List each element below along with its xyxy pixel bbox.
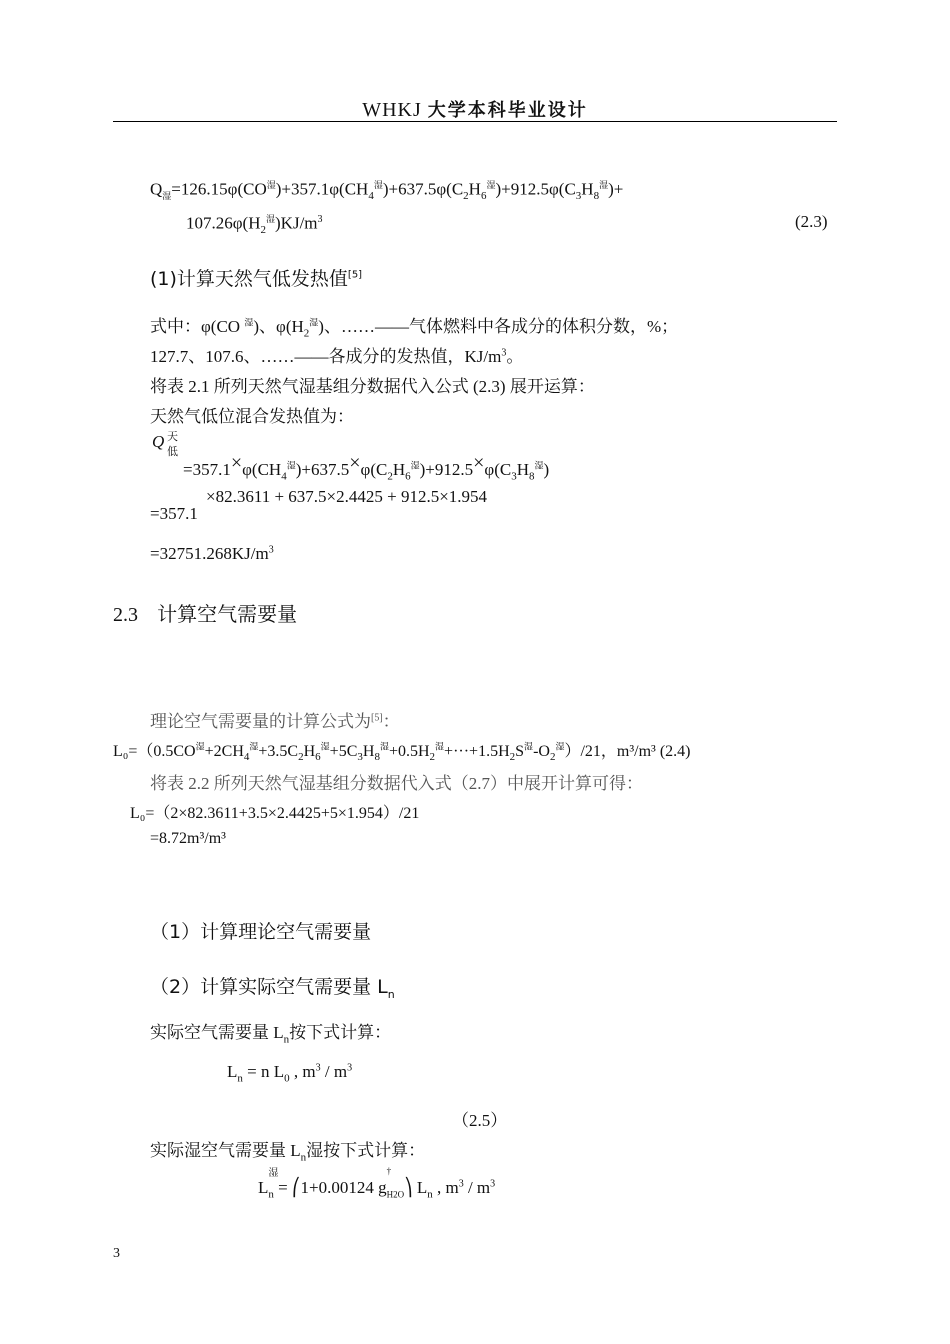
section-heading: 2.3 计算空气需要量	[113, 602, 298, 626]
eq-2-5: $L_n = n$ $L_0$ , $m^3 / m^3$	[227, 1062, 353, 1085]
q-symbol: Q	[152, 432, 165, 451]
heading-low-heat-value: (1)计算天然气低发热值[5]	[150, 268, 363, 290]
q-sup: 天	[167, 431, 178, 443]
air-result-2: =8.72m³/m³	[150, 830, 226, 847]
heading-actual-air: （2）计算实际空气需要量 $L_n$	[150, 976, 395, 1001]
eq-2-3-line1: $Q_湿=126.15\varphi(CO^湿)+357.1\varphi(CH_4^湿)+637.5\varphi(C_2H_6^湿)+912.5\varphi(C_3H_8^湿)+$	[150, 179, 624, 203]
air-result-1: L₀=（2×82.3611+3.5×2.4425+5×1.954）/21	[130, 805, 420, 822]
calc-line-2: ×82.3611 + 637.5×2.4425 + 912.5×1.954	[206, 487, 488, 506]
para-line-4: 天然气低位混合发热值为：	[150, 407, 354, 426]
heading-theoretical-air: （1）计算理论空气需要量	[150, 921, 372, 943]
eq-2-3-number: (2.3)	[795, 212, 828, 231]
calc-line-1: $=357.1\times\varphi(CH_4^湿)+637.5\times\varphi(C_2H_6^湿)+912.5\times\varphi(C_3H_8^湿)$	[183, 452, 550, 483]
page-header: WHKJ 大学本科毕业设计	[362, 99, 588, 121]
calc-line-4: $=32751.268KJ/m^3$	[150, 544, 274, 563]
eq-2-5-number: （2.5）	[452, 1111, 508, 1130]
wet-equation: L 湿 $_n$ = ⎛1+0.00124 g † $_{H2O}$⎞ $L_n$ , $m^3 / m^3$	[258, 1166, 496, 1201]
eq-2-3-line2: $107.26\varphi(H_2^湿)KJ/m^3$	[186, 213, 323, 237]
wet-intro: 实际湿空气需要量 $L_n$湿按下式计算：	[150, 1141, 426, 1164]
page-number: 3	[113, 1246, 120, 1261]
q-sub: 低	[167, 446, 178, 458]
para-line-1: 式中：φ(CO $^湿$)、$\varphi(H_2^湿)$、……——气体燃料中各成分的体积分数，%；	[150, 317, 679, 340]
air-substitution: 将表 2.2 所列天然气湿基组分数据代入式（2.7）中展开计算可得：	[150, 774, 643, 793]
actual-intro: 实际空气需要量 $L_n$按下式计算：	[150, 1023, 392, 1046]
eq-2-4: $L_0=(0.5CO^湿+2CH_4^湿+3.5C_2H_6^湿+5C_3H_8^湿+0.5H_2^湿+\cdot\cdot\cdot+1.5H_2S^湿-O_2^湿)/21$，m³/m³ (2.4)	[113, 741, 691, 764]
calc-line-3: =357.1	[150, 504, 198, 523]
para-line-3: 将表 2.1 所列天然气湿基组分数据代入公式 (2.3) 展开运算：	[150, 377, 595, 396]
air-intro: 理论空气需要量的计算公式为[5]：	[150, 712, 400, 731]
para-line-2: 127.7、107.6、……——各成分的发热值，$KJ/m^3$。	[150, 347, 524, 366]
header-rule	[113, 121, 837, 122]
